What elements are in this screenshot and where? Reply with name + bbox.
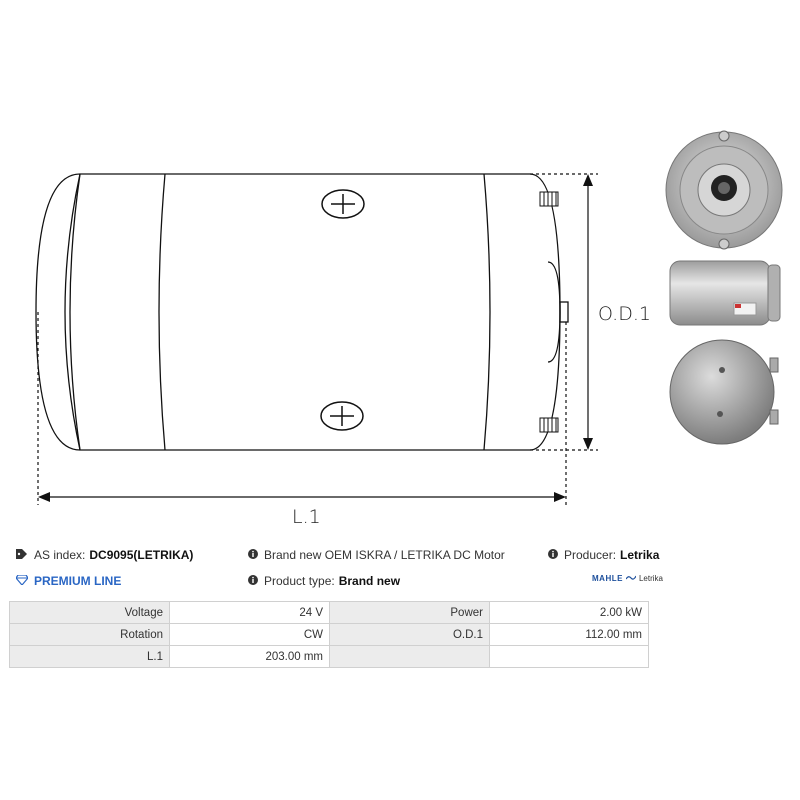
premium-line-label: PREMIUM LINE: [34, 574, 122, 588]
photo-side-view: [662, 255, 786, 331]
product-type-value: Brand new: [338, 574, 401, 588]
as-index-label: AS index:: [34, 548, 86, 562]
logo-mahle: MAHLE: [592, 574, 623, 583]
spec-value: 2.00 kW: [490, 602, 649, 624]
premium-line: [16, 574, 121, 588]
motor-outline: [36, 174, 568, 450]
tag-icon: [16, 548, 28, 562]
od-dimension-arrow: [583, 174, 593, 450]
product-type: [248, 574, 400, 588]
spec-value: CW: [170, 624, 330, 646]
description-text: Brand new OEM ISKRA / LETRIKA DC Motor: [264, 548, 505, 562]
photo-rear-view: [662, 336, 786, 446]
spec-value: 24 V: [170, 602, 330, 624]
spec-value: 203.00 mm: [170, 646, 330, 668]
dimension-guides: [38, 174, 598, 505]
spec-label: [330, 646, 490, 668]
logo-letrika: Letrika: [638, 574, 663, 583]
length-dimension-arrow: [38, 492, 566, 502]
info-icon: [548, 548, 558, 562]
spec-value: [490, 646, 649, 668]
as-index-value: DC9095(LETRIKA): [89, 548, 194, 562]
plus-symbol-top: [322, 190, 364, 218]
photo-front-view: [662, 128, 786, 252]
od-label: O.D.1: [598, 303, 651, 325]
spec-label: L.1: [10, 646, 170, 668]
spec-value: 112.00 mm: [490, 624, 649, 646]
info-icon: [248, 574, 258, 588]
diamond-icon: [16, 574, 28, 588]
producer: [548, 548, 659, 562]
info-icon: [248, 548, 258, 562]
table-row: [10, 646, 649, 668]
producer-label: Producer:: [564, 548, 617, 562]
producer-value: Letrika: [620, 548, 660, 562]
description: [248, 548, 505, 562]
specs-table: [9, 601, 649, 668]
spec-label: O.D.1: [330, 624, 490, 646]
table-row: [10, 624, 649, 646]
length-label: L.1: [292, 506, 321, 528]
as-index: [16, 548, 193, 562]
spec-label: Rotation: [10, 624, 170, 646]
table-row: [10, 602, 649, 624]
spec-label: Power: [330, 602, 490, 624]
logo-wave-icon: [626, 574, 636, 583]
plus-symbol-bottom: [321, 402, 363, 430]
mahle-letrika-logo: [592, 574, 663, 583]
spec-label: Voltage: [10, 602, 170, 624]
product-type-label: Product type:: [264, 574, 335, 588]
